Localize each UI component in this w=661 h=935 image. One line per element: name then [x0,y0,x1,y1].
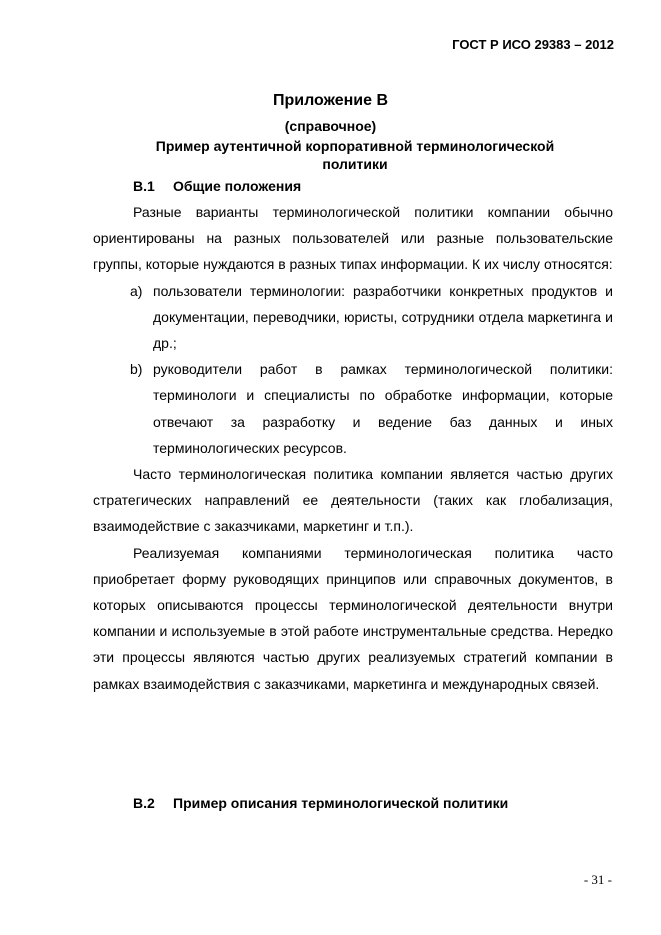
paragraph: Реализуемая компаниями терминологическая политика часто приобретает форму руководящих принципов или справочных документов, в которых описываются процессы терминологической деятельности внутри компании и используемые в этой работе инструментальные средства. Нередко эти процессы являются частью других реализуемых стратегий компании в рамках взаимодействия с заказчиками, маркетинга и международных связей. [93,544,613,692]
section-heading-b2 [133,795,508,811]
section-number: В.2 [133,795,155,811]
section-body-b1 [93,199,613,697]
appendix-subtitle: Пример аутентичной корпоративной терминологической политики [155,138,555,172]
list-marker: a) [130,282,143,299]
list-item-text: пользователи терминологии: разработчики конкретных продуктов и документации, переводчики, юристы, сотрудники отдела маркетинга и др.; [153,282,613,352]
section-heading-b1 [133,178,301,194]
list-item [93,356,613,461]
section-number: В.1 [133,178,155,194]
appendix-status: (справочное) [284,118,377,134]
paragraph: Часто терминологическая политика компании является частью других стратегических направлений ее деятельности (таких как глобализация, взаимодействие с заказчиками, маркетинг и т.п.). [93,466,613,535]
appendix-title: Приложение В [272,92,389,109]
section-title: Пример описания терминологической политики [173,795,509,811]
section-title: Общие положения [173,178,302,194]
list-marker: b) [130,361,143,378]
list-item-text: руководители работ в рамках терминологической политики: терминологи и специалисты по обработке информации, которые отвечают за разработку и ведение баз данных и иных терминологических ресурсов. [153,361,613,456]
page-number: - 31 - [583,872,612,887]
document-code-header: ГОСТ Р ИСО 29383 – 2012 [452,37,614,52]
list-item [93,278,613,357]
paragraph: Разные варианты терминологической политики компании обычно ориентированы на разных пользователей или разные пользовательские группы, которые нуждаются в разных типах информации. К их числу относятся: [93,204,613,273]
